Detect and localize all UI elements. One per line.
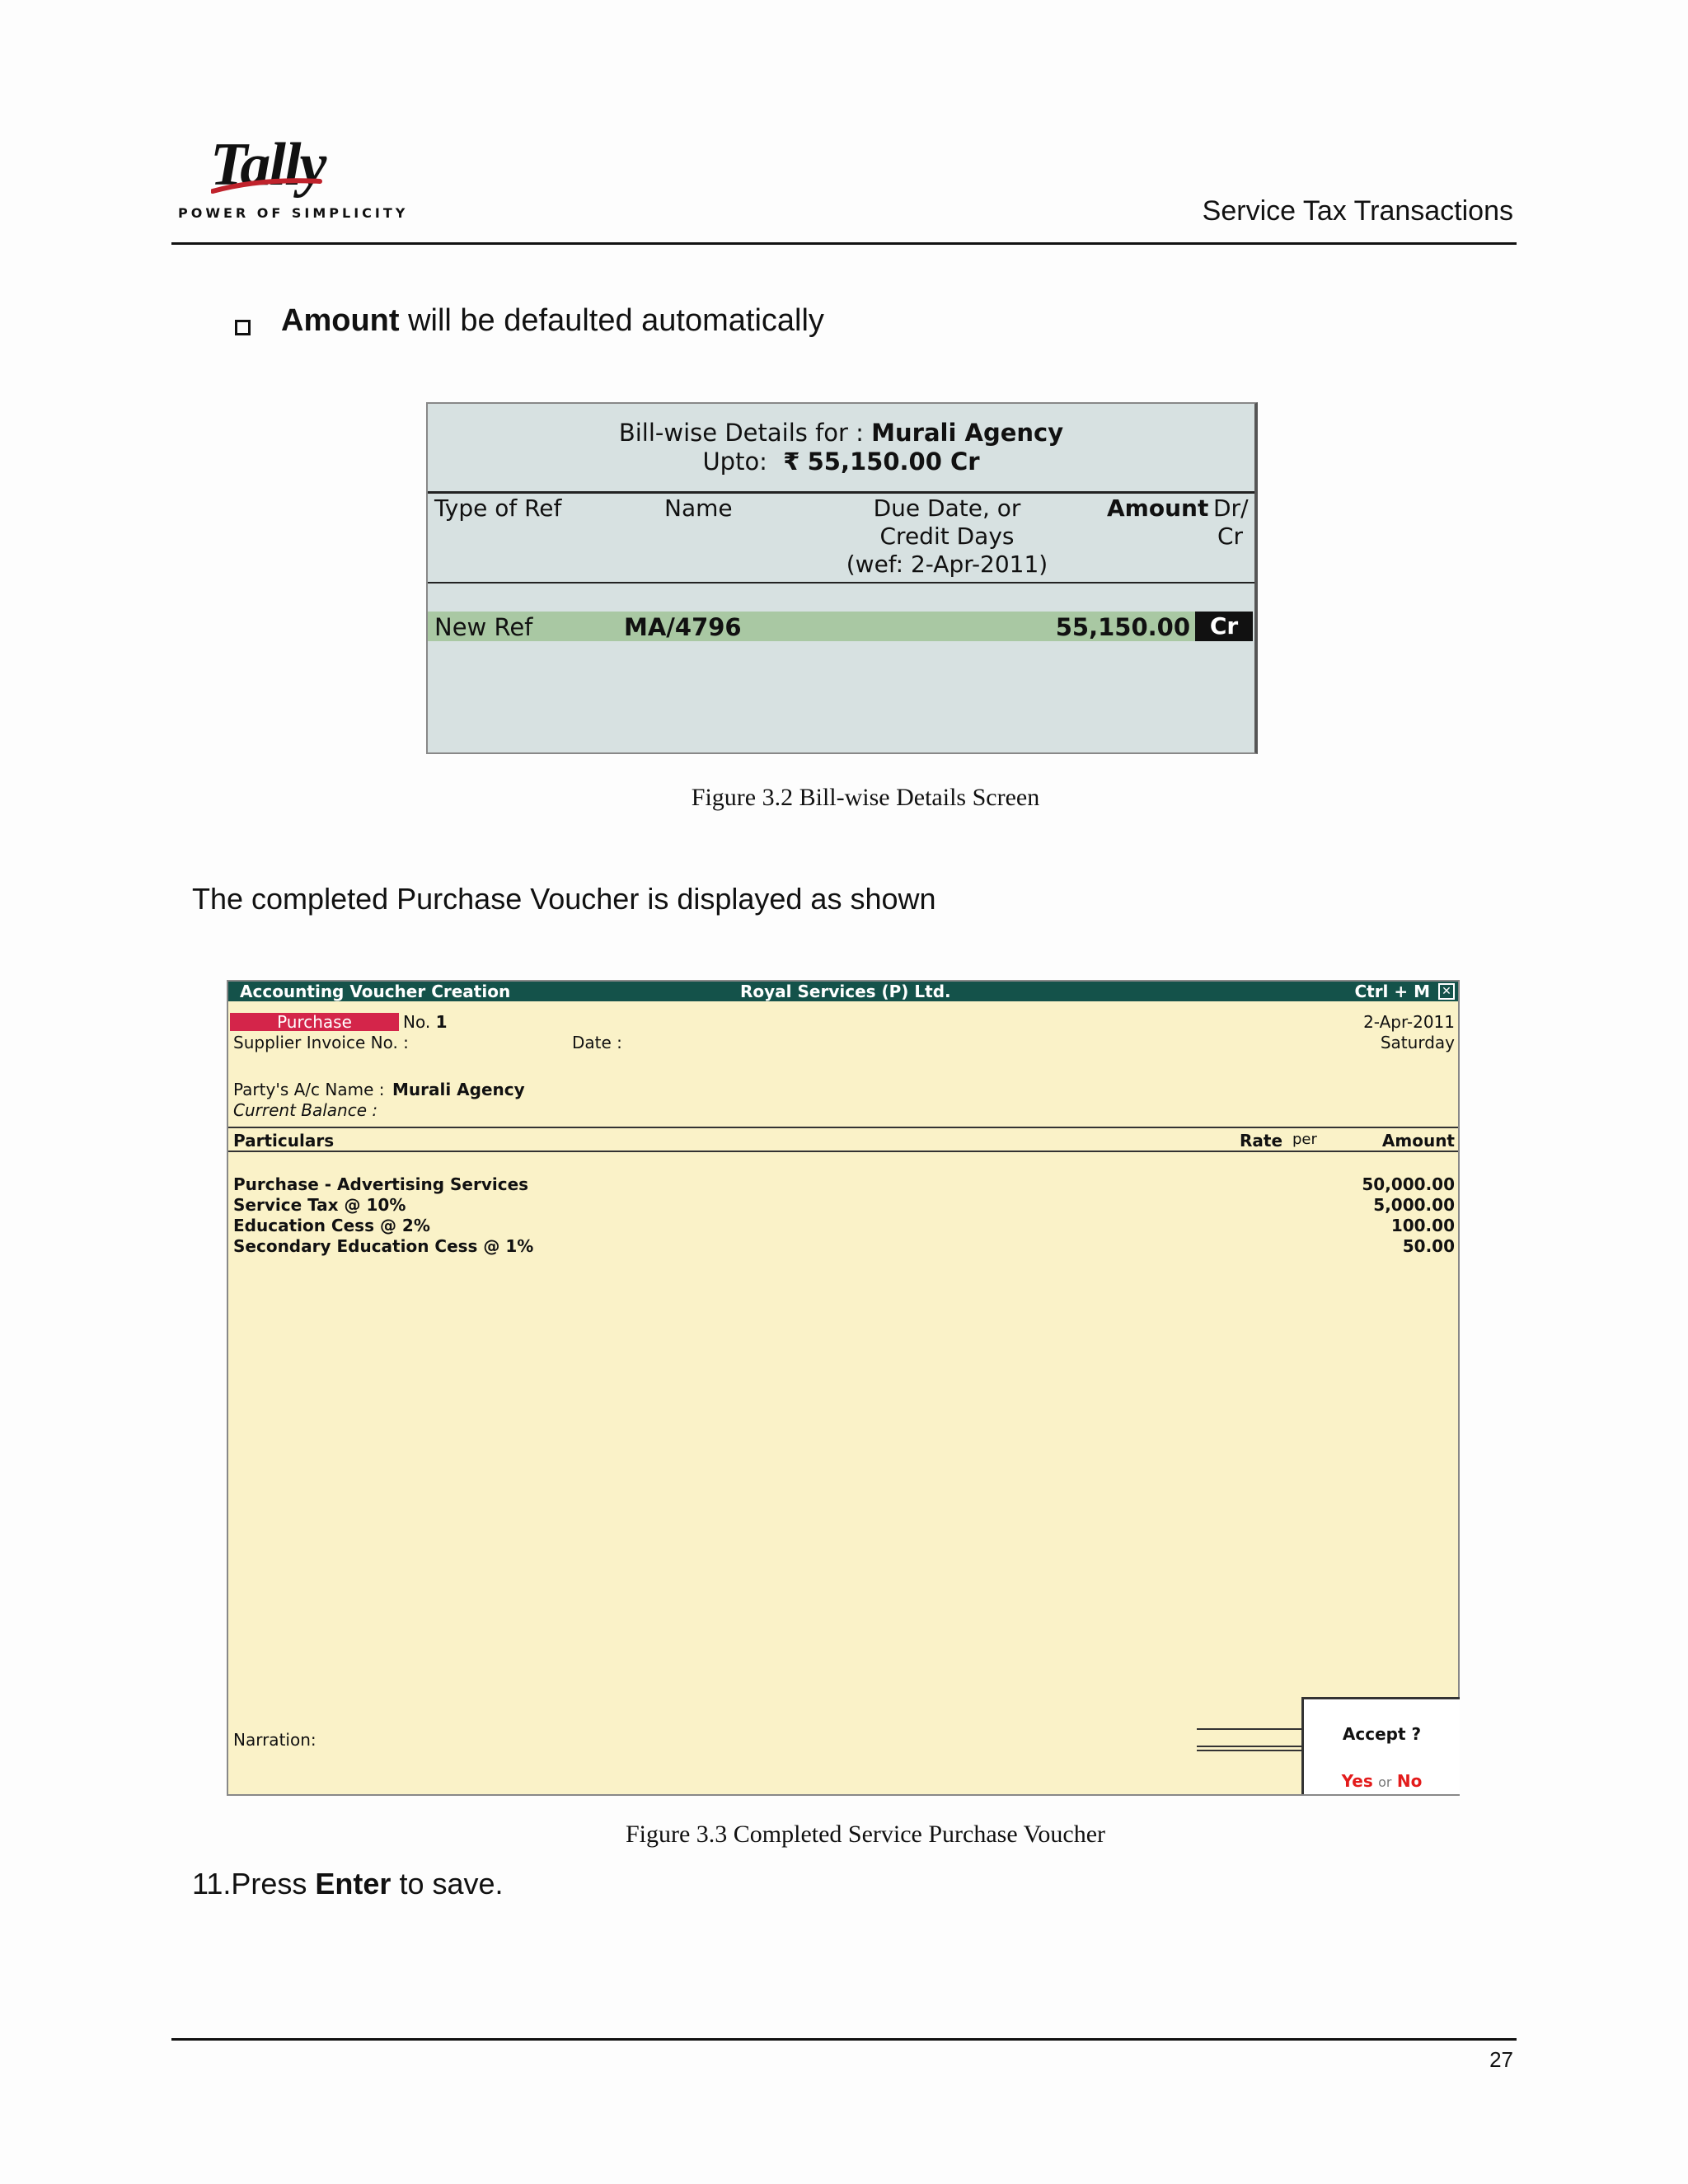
col-drcr-line1: Dr/ [1213,494,1249,522]
entry-name[interactable]: Education Cess @ 2% [233,1216,430,1235]
figure-3-3-caption: Figure 3.3 Completed Service Purchase Voucher [625,1821,1106,1848]
billwise-details-screen [426,402,1258,754]
entry-amount[interactable]: 5,000.00 [1373,1195,1455,1215]
tally-logo: Tally [210,131,326,199]
accept-yes-button[interactable]: Yes [1341,1771,1373,1791]
rupee-icon: ₹ [783,448,800,476]
voucher-no-value: 1 [435,1012,448,1032]
company-name: Royal Services (P) Ltd. [740,982,951,1001]
window-title: Accounting Voucher Creation [240,982,511,1001]
voucher-intro-text: The completed Purchase Voucher is displayed as shown [192,882,936,916]
accept-or: or [1378,1774,1392,1790]
voucher-titlebar [228,982,1458,1001]
col-due-line2: Credit Days [879,523,1015,550]
total-rule-bottom [1197,1746,1302,1747]
row-amount: 55,150.00 [1055,613,1190,641]
current-balance-label: Current Balance : [233,1100,378,1120]
footer-rule [171,2038,1517,2041]
narration-label: Narration: [233,1730,316,1750]
page-number: 27 [1489,2047,1513,2072]
accept-no-button[interactable]: No [1396,1771,1423,1791]
supplier-invoice-label: Supplier Invoice No. : [233,1033,409,1052]
date-label: Date : [572,1033,622,1052]
particulars-rule-bottom [228,1151,1458,1152]
particulars-rule-top [228,1127,1458,1128]
col-drcr [1213,494,1249,551]
party-value[interactable]: Murali Agency [392,1080,525,1099]
header-rule [171,242,1517,245]
voucher-date[interactable]: 2-Apr-2011 [1363,1012,1455,1032]
accept-title: Accept ? [1342,1724,1422,1744]
bullet-text [281,303,824,339]
col-type-of-ref: Type of Ref [434,494,562,522]
billwise-title [428,419,1254,447]
bullet-bold: Amount [281,303,400,338]
upto-amount: 55,150.00 Cr [807,448,980,476]
party-label: Party's A/c Name : [233,1080,385,1099]
billwise-header-rule-top [428,491,1254,494]
step-prefix: 11.Press [192,1867,316,1900]
col-amount: Amount [1381,1131,1455,1151]
logo-tagline: POWER OF SIMPLICITY [178,205,409,221]
billwise-party: Murali Agency [871,419,1064,447]
logo-swoosh-icon [211,176,322,194]
entry-amount[interactable]: 50,000.00 [1362,1174,1455,1194]
purchase-voucher-screen [227,980,1460,1796]
col-amount: Amount [1107,494,1209,522]
step-suffix: to save. [391,1867,504,1900]
row-type: New Ref [434,613,533,641]
billwise-upto [428,448,1254,476]
entry-amount[interactable]: 100.00 [1390,1216,1455,1235]
accept-dialog [1301,1697,1460,1794]
col-rate: Rate [1240,1131,1283,1151]
total-rule-top [1197,1728,1302,1730]
row-drcr[interactable]: Cr [1195,612,1253,641]
accept-options [1304,1771,1460,1791]
billwise-row[interactable] [428,612,1253,641]
bullet-rest: will be defaulted automatically [399,303,824,338]
col-particulars: Particulars [233,1131,335,1151]
col-due-line1: Due Date, or [873,494,1021,522]
section-title: Service Tax Transactions [1202,195,1513,227]
voucher-no [403,1012,447,1032]
figure-3-2-caption: Figure 3.2 Bill-wise Details Screen [691,784,1040,811]
entry-name[interactable]: Service Tax @ 10% [233,1195,406,1215]
shortcut-label: Ctrl + M [1354,982,1430,1001]
step-key: Enter [315,1867,392,1900]
billwise-title-prefix: Bill-wise Details for : [618,419,872,447]
entry-name[interactable]: Purchase - Advertising Services [233,1174,529,1194]
col-name: Name [664,494,733,522]
total-rule-double [1197,1750,1302,1751]
col-due-line3: (wef: 2-Apr-2011) [846,551,1048,578]
step-text [192,1867,504,1901]
col-per: per [1292,1131,1317,1148]
voucher-type-badge[interactable]: Purchase [230,1013,399,1031]
close-icon[interactable]: ✕ [1438,983,1455,1000]
col-drcr-line2: Cr [1217,523,1243,550]
voucher-day: Saturday [1380,1033,1455,1052]
voucher-no-label: No. [403,1012,431,1032]
bullet-square-icon [235,320,251,335]
entry-name[interactable]: Secondary Education Cess @ 1% [233,1236,534,1256]
entry-amount[interactable]: 50.00 [1402,1236,1455,1256]
row-name: MA/4796 [624,613,742,641]
upto-label: Upto: [702,448,767,476]
billwise-header-rule-bottom [428,582,1254,583]
col-due-date [823,494,1071,579]
